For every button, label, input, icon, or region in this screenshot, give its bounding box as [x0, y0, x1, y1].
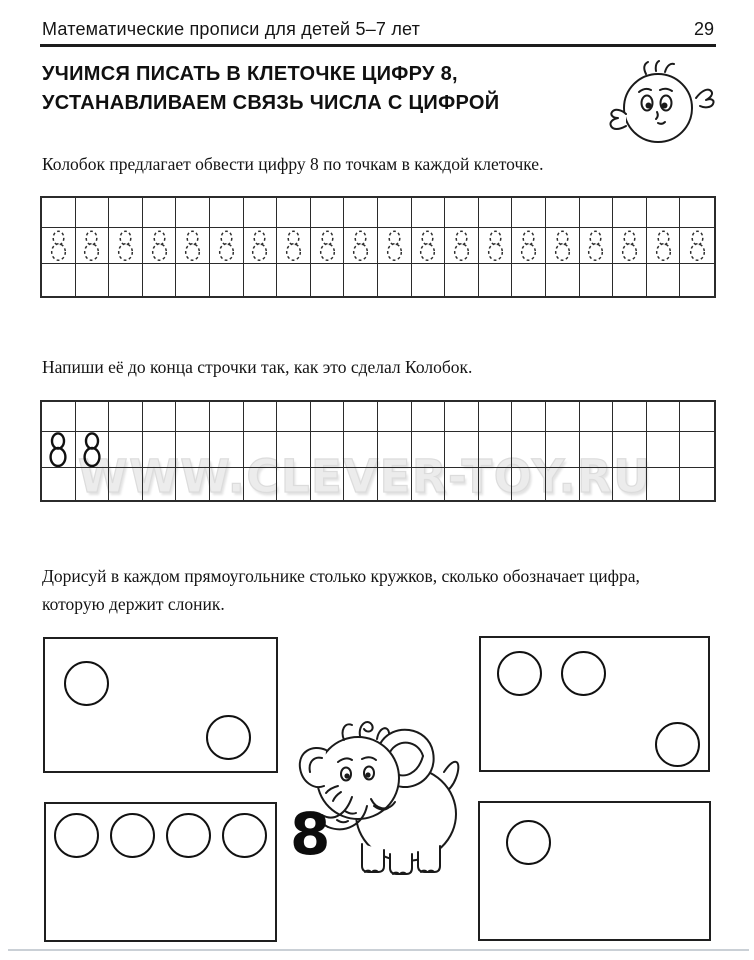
grid-cell[interactable] — [445, 198, 479, 228]
grid-cell[interactable] — [344, 402, 378, 432]
page-number: 29 — [693, 19, 714, 39]
grid-cell[interactable] — [445, 228, 479, 264]
grid-cell[interactable] — [143, 264, 177, 296]
grid-cell[interactable] — [412, 432, 446, 468]
grid-cell[interactable] — [176, 198, 210, 228]
grid-cell[interactable] — [76, 402, 110, 432]
grid-cell[interactable] — [647, 228, 681, 264]
grid-cell[interactable] — [647, 468, 681, 500]
count-circle — [54, 813, 99, 858]
written-digit-8 — [80, 432, 104, 467]
grid-cell[interactable] — [109, 264, 143, 296]
grid-cell[interactable] — [546, 198, 580, 228]
grid-cell[interactable] — [244, 228, 278, 264]
grid-cell[interactable] — [580, 468, 614, 500]
grid-cell[interactable] — [378, 468, 412, 500]
dotted-digit-8 — [518, 230, 539, 261]
grid-cell[interactable] — [311, 228, 345, 264]
grid-cell[interactable] — [479, 432, 513, 468]
dotted-digit-8 — [384, 230, 405, 261]
dotted-digit-8 — [115, 230, 136, 261]
grid-cell[interactable] — [344, 228, 378, 264]
grid-cell[interactable] — [311, 468, 345, 500]
grid-cell[interactable] — [647, 402, 681, 432]
grid-cell[interactable] — [210, 432, 244, 468]
count-circle — [166, 813, 211, 858]
grid-cell[interactable] — [680, 432, 714, 468]
dotted-digit-8 — [451, 230, 472, 261]
grid-cell[interactable] — [445, 264, 479, 296]
trace-grid[interactable] — [40, 196, 716, 298]
grid-cell[interactable] — [680, 468, 714, 500]
grid-cell[interactable] — [378, 228, 412, 264]
grid-cell[interactable] — [680, 228, 714, 264]
grid-cell[interactable] — [647, 432, 681, 468]
grid-cell[interactable] — [512, 198, 546, 228]
grid-cell[interactable] — [277, 264, 311, 296]
written-digit-8 — [46, 432, 70, 467]
dotted-digit-8 — [619, 230, 640, 261]
grid-cell[interactable] — [210, 402, 244, 432]
grid-cell[interactable] — [512, 432, 546, 468]
grid-cell[interactable] — [277, 198, 311, 228]
grid-cell[interactable] — [176, 402, 210, 432]
circles-rectangle-top-right[interactable] — [479, 636, 710, 772]
grid-cell[interactable] — [412, 264, 446, 296]
grid-cell[interactable] — [378, 432, 412, 468]
grid-cell[interactable] — [479, 402, 513, 432]
grid-cell[interactable] — [479, 228, 513, 264]
grid-cell[interactable] — [143, 198, 177, 228]
dotted-digit-8 — [283, 230, 304, 261]
grid-cell[interactable] — [42, 228, 76, 264]
grid-cell[interactable] — [546, 468, 580, 500]
grid-cell[interactable] — [546, 402, 580, 432]
grid-cell[interactable] — [445, 468, 479, 500]
grid-cell[interactable] — [244, 198, 278, 228]
grid-cell[interactable] — [479, 264, 513, 296]
grid-cell[interactable] — [580, 432, 614, 468]
grid-cell[interactable] — [580, 264, 614, 296]
count-circle — [222, 813, 267, 858]
grid-cell[interactable] — [512, 468, 546, 500]
dotted-digit-8 — [653, 230, 674, 261]
grid-cell[interactable] — [277, 228, 311, 264]
grid-cell[interactable] — [311, 402, 345, 432]
grid-cell[interactable] — [42, 264, 76, 296]
grid-cell[interactable] — [210, 198, 244, 228]
grid-cell[interactable] — [479, 468, 513, 500]
grid-cell[interactable] — [546, 264, 580, 296]
dotted-digit-8 — [687, 230, 708, 261]
grid-cell[interactable] — [680, 198, 714, 228]
instruction-draw-line1: Дорисуй в каждом прямоугольнике столько кружков, сколько обозначает цифра, — [42, 566, 640, 586]
grid-cell[interactable] — [76, 198, 110, 228]
grid-cell[interactable] — [176, 432, 210, 468]
grid-cell[interactable] — [143, 468, 177, 500]
grid-cell[interactable] — [512, 228, 546, 264]
grid-cell[interactable] — [143, 228, 177, 264]
kolobok-character-icon — [606, 60, 718, 152]
grid-cell[interactable] — [311, 432, 345, 468]
grid-cell[interactable] — [613, 432, 647, 468]
count-circle — [110, 813, 155, 858]
grid-cell[interactable] — [176, 264, 210, 296]
grid-cell[interactable] — [344, 198, 378, 228]
grid-cell[interactable] — [109, 468, 143, 500]
dotted-digit-8 — [149, 230, 170, 261]
grid-cell[interactable] — [680, 402, 714, 432]
grid-cell[interactable] — [445, 402, 479, 432]
grid-cell[interactable] — [412, 198, 446, 228]
circles-rectangle-top-left[interactable] — [43, 637, 278, 773]
grid-cell[interactable] — [378, 402, 412, 432]
grid-cell[interactable] — [109, 402, 143, 432]
grid-cell[interactable] — [244, 264, 278, 296]
grid-cell[interactable] — [42, 402, 76, 432]
circles-rectangle-bottom-right[interactable] — [478, 801, 711, 941]
dotted-digit-8 — [182, 230, 203, 261]
grid-cell[interactable] — [412, 468, 446, 500]
count-circle — [655, 722, 700, 767]
grid-cell[interactable] — [647, 264, 681, 296]
grid-cell[interactable] — [512, 402, 546, 432]
grid-cell[interactable] — [42, 468, 76, 500]
dotted-digit-8 — [585, 230, 606, 261]
grid-cell[interactable] — [412, 402, 446, 432]
count-circle — [506, 820, 551, 865]
dotted-digit-8 — [552, 230, 573, 261]
grid-cell[interactable] — [344, 264, 378, 296]
grid-cell[interactable] — [42, 432, 76, 468]
circles-rectangle-bottom-left[interactable] — [44, 802, 277, 942]
grid-cell[interactable] — [143, 402, 177, 432]
grid-cell[interactable] — [210, 468, 244, 500]
grid-cell[interactable] — [277, 402, 311, 432]
grid-cell[interactable] — [244, 468, 278, 500]
dotted-digit-8 — [485, 230, 506, 261]
instruction-draw — [42, 562, 732, 618]
lesson-title-line1: УЧИМСЯ ПИСАТЬ В КЛЕТОЧКЕ ЦИФРУ 8, — [42, 63, 458, 85]
grid-cell[interactable] — [378, 264, 412, 296]
held-digit-8: 8 — [290, 800, 331, 868]
grid-cell[interactable] — [109, 432, 143, 468]
lesson-title — [42, 60, 602, 118]
grid-cell[interactable] — [109, 198, 143, 228]
grid-cell[interactable] — [42, 198, 76, 228]
watermark-text: WWW.CLEVER-TOY.RU — [78, 450, 652, 503]
grid-cell[interactable] — [680, 264, 714, 296]
dotted-digit-8 — [249, 230, 270, 261]
grid-cell[interactable] — [479, 198, 513, 228]
count-circle — [561, 651, 606, 696]
bottom-rule — [8, 949, 749, 951]
grid-cell[interactable] — [244, 432, 278, 468]
grid-cell[interactable] — [76, 264, 110, 296]
count-circle — [497, 651, 542, 696]
book-title: Математические прописи для детей 5–7 лет — [42, 19, 421, 39]
dotted-digit-8 — [317, 230, 338, 261]
dotted-digit-8 — [48, 230, 69, 261]
elephant-illustration — [286, 694, 468, 882]
grid-cell[interactable] — [210, 228, 244, 264]
grid-cell[interactable] — [613, 228, 647, 264]
count-circle — [64, 661, 109, 706]
grid-cell[interactable] — [76, 468, 110, 500]
instruction-draw-line2: которую держит слоник. — [42, 594, 225, 614]
grid-cell[interactable] — [512, 264, 546, 296]
instruction-write: Напиши её до конца строчки так, как это сделал Колобок. — [42, 357, 473, 377]
grid-cell[interactable] — [76, 228, 110, 264]
dotted-digit-8 — [81, 230, 102, 261]
grid-cell[interactable] — [580, 198, 614, 228]
grid-cell[interactable] — [647, 198, 681, 228]
grid-cell[interactable] — [580, 402, 614, 432]
grid-cell[interactable] — [210, 264, 244, 296]
grid-cell[interactable] — [311, 264, 345, 296]
write-grid[interactable] — [40, 400, 716, 502]
grid-cell[interactable] — [176, 228, 210, 264]
grid-cell[interactable] — [580, 228, 614, 264]
count-circle — [206, 715, 251, 760]
header-rule — [40, 44, 716, 47]
grid-cell[interactable] — [109, 228, 143, 264]
lesson-title-line2: УСТАНАВЛИВАЕМ СВЯЗЬ ЧИСЛА С ЦИФРОЙ — [42, 92, 500, 114]
grid-cell[interactable] — [613, 402, 647, 432]
grid-cell[interactable] — [344, 432, 378, 468]
grid-cell[interactable] — [244, 402, 278, 432]
dotted-digit-8 — [216, 230, 237, 261]
grid-cell[interactable] — [143, 432, 177, 468]
grid-cell[interactable] — [277, 468, 311, 500]
grid-cell[interactable] — [176, 468, 210, 500]
grid-cell[interactable] — [311, 198, 345, 228]
instruction-trace: Колобок предлагает обвести цифру 8 по точкам в каждой клеточке. — [42, 154, 544, 174]
grid-cell[interactable] — [344, 468, 378, 500]
grid-cell[interactable] — [76, 432, 110, 468]
grid-cell[interactable] — [546, 228, 580, 264]
grid-cell[interactable] — [546, 432, 580, 468]
grid-cell[interactable] — [613, 198, 647, 228]
grid-cell[interactable] — [613, 264, 647, 296]
grid-cell[interactable] — [277, 432, 311, 468]
grid-cell[interactable] — [445, 432, 479, 468]
dotted-digit-8 — [417, 230, 438, 261]
grid-cell[interactable] — [412, 228, 446, 264]
grid-cell[interactable] — [378, 198, 412, 228]
grid-cell[interactable] — [613, 468, 647, 500]
dotted-digit-8 — [350, 230, 371, 261]
